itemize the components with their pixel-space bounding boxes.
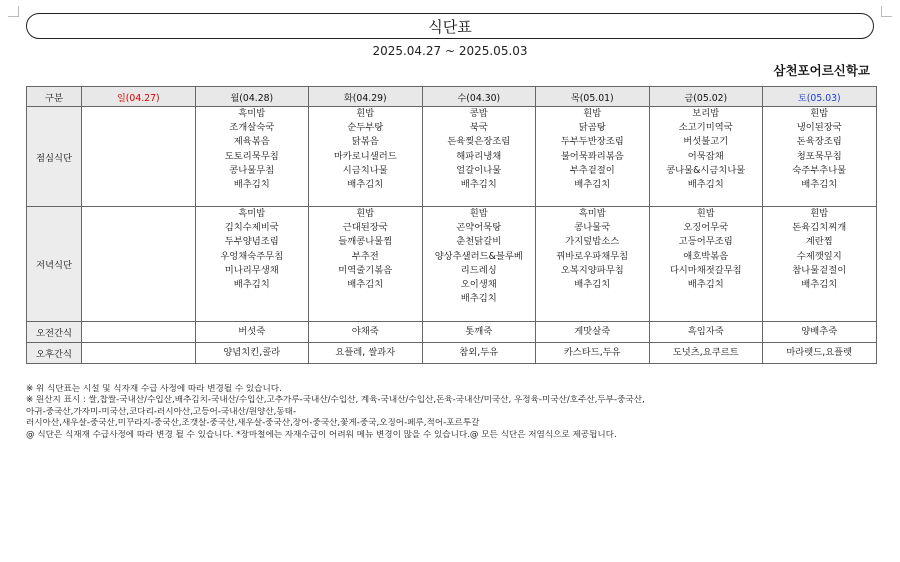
- menu-item: 리드레싱: [460, 264, 497, 276]
- menu-item: 흰밥: [696, 208, 715, 219]
- menu-item: 돈육찢은장조림: [447, 136, 511, 148]
- menu-cell-fri: [649, 207, 763, 322]
- menu-item: 배추김치: [347, 279, 384, 291]
- menu-cell-sun: [82, 207, 196, 322]
- menu-cell-sun: [82, 322, 196, 343]
- menu-item: 흰밥: [810, 108, 829, 119]
- menu-item: 흰밥: [583, 108, 602, 119]
- menu-item: 부추겉절이: [569, 164, 615, 176]
- menu-item: 오이생채: [460, 279, 497, 291]
- menu-item: 닭볶음: [351, 136, 379, 148]
- menu-item: 흰밥: [356, 208, 375, 219]
- menu-cell-mon: [195, 322, 309, 343]
- menu-item: 다시마채젓갈무침: [669, 264, 742, 276]
- menu-item: 흑미밥: [238, 108, 266, 119]
- menu-item: 불어묵꽈리볶음: [560, 150, 624, 162]
- menu-item: 돈육김치찌개: [792, 222, 847, 234]
- page-corner-mark-right: [881, 6, 892, 17]
- menu-cell-wed: [422, 107, 536, 207]
- menu-item: 수제깻잎지: [796, 250, 842, 262]
- menu-item: 흰밥: [356, 108, 375, 119]
- menu-item: 흰밥: [469, 208, 488, 219]
- menu-item: 콩나물&시금치나물: [666, 164, 746, 176]
- menu-item: 어묵잡채: [687, 150, 724, 162]
- menu-item: 버섯죽: [238, 325, 266, 337]
- menu-cell-wed: [422, 322, 536, 343]
- menu-item: 배추김치: [233, 179, 270, 191]
- menu-item: 북국: [469, 122, 488, 134]
- menu-item: 소고기미역국: [678, 122, 733, 134]
- menu-item: 도넛츠,요쿠르트: [672, 346, 739, 358]
- row-label: 오전간식: [27, 322, 82, 343]
- menu-cell-tue: [309, 322, 423, 343]
- menu-item: 보리밥: [692, 108, 720, 119]
- afternoon-snack-row: [27, 343, 877, 364]
- menu-cell-thu: [536, 207, 650, 322]
- menu-cell-thu: [536, 322, 650, 343]
- menu-cell-mon: [195, 107, 309, 207]
- dinner-row: [27, 207, 877, 322]
- menu-item: 냉이된장국: [796, 122, 842, 134]
- menu-item: 춘천닭갈비: [456, 236, 502, 248]
- note-line: ※ 위 식단표는 시설 및 식자재 수급 사정에 따라 변경될 수 있습니다.: [26, 384, 282, 394]
- menu-item: 순두부탕: [347, 122, 384, 134]
- row-label: 점심식단: [27, 107, 82, 207]
- menu-item: 양상추샐러드&블루베: [434, 250, 523, 262]
- menu-item: 흰밥: [810, 208, 829, 219]
- menu-item: 게맛살죽: [574, 325, 611, 337]
- menu-cell-fri: [649, 343, 763, 364]
- menu-item: 해파리냉채: [456, 150, 502, 162]
- notes: [26, 384, 876, 441]
- date-range: 2025.04.27 ~ 2025.05.03: [372, 44, 528, 58]
- menu-item: 청포묵무침: [796, 150, 842, 162]
- menu-cell-wed: [422, 207, 536, 322]
- menu-cell-tue: [309, 343, 423, 364]
- day-header-thu: 목(05.01): [536, 87, 650, 107]
- menu-cell-wed: [422, 343, 536, 364]
- page-title: 식단표: [428, 17, 472, 36]
- menu-item: 톳깨죽: [465, 325, 493, 337]
- menu-item: 배추김치: [801, 179, 838, 191]
- menu-item: 숙주부추나물: [792, 164, 847, 176]
- day-header-wed: 수(04.30): [422, 87, 536, 107]
- menu-cell-sat: [763, 343, 877, 364]
- menu-item: 배추김치: [687, 179, 724, 191]
- menu-item: 두부양념조림: [224, 236, 279, 248]
- menu-item: 배추김치: [574, 279, 611, 291]
- menu-item: 콩나물국: [574, 222, 611, 234]
- day-header-fri: 금(05.02): [649, 87, 763, 107]
- day-header-tue: 화(04.29): [309, 87, 423, 107]
- menu-cell-thu: [536, 343, 650, 364]
- menu-cell-sun: [82, 107, 196, 207]
- menu-item: 배추김치: [460, 179, 497, 191]
- menu-item: 배추김치: [233, 279, 270, 291]
- menu-item: 양념치킨,콜라: [223, 346, 281, 358]
- menu-cell-sun: [82, 343, 196, 364]
- row-label: 오후간식: [27, 343, 82, 364]
- menu-cell-mon: [195, 207, 309, 322]
- school-name: 삼천포어르신학교: [773, 63, 870, 78]
- menu-item: 야채죽: [351, 325, 379, 337]
- menu-item: 꿔바로우파채무침: [556, 250, 629, 262]
- day-header-sat: 토(05.03): [763, 87, 877, 107]
- menu-table: [26, 86, 877, 364]
- day-header-sun: 일(04.27): [82, 87, 196, 107]
- menu-item: 콩밥: [469, 108, 488, 119]
- page-corner-mark-left: [8, 6, 19, 17]
- menu-item: 요플레, 쌀과자: [335, 346, 396, 358]
- menu-item: 버섯불고기: [683, 136, 729, 148]
- menu-item: 제육볶음: [233, 136, 270, 148]
- note-line: 아귀-중국산,가자미-미국산,코다리-러시아산,고등어-국내산/원양산,동태-: [26, 406, 297, 417]
- menu-item: 배추김치: [347, 179, 384, 191]
- menu-item: 얼갈이나물: [456, 164, 502, 176]
- header-row: [27, 87, 877, 107]
- menu-item: 닭곰탕: [578, 122, 606, 134]
- menu-cell-mon: [195, 343, 309, 364]
- menu-item: 계란찜: [805, 236, 833, 248]
- menu-item: 배추김치: [574, 179, 611, 191]
- menu-item: 배추김치: [687, 279, 724, 291]
- menu-cell-tue: [309, 207, 423, 322]
- menu-item: 근대된장국: [342, 222, 388, 234]
- menu-item: 두부두반장조림: [560, 136, 624, 148]
- menu-cell-fri: [649, 107, 763, 207]
- menu-item: 시금치나물: [342, 164, 388, 176]
- header-corner: 구분: [27, 87, 82, 107]
- menu-item: 들깨콩나물찜: [338, 236, 393, 248]
- menu-item: 흑미밥: [238, 208, 266, 219]
- menu-item: 콩나물무침: [229, 164, 275, 176]
- menu-item: 오복지양파무침: [560, 264, 624, 276]
- menu-item: 흑미밥: [578, 208, 606, 219]
- menu-item: 곤약어묵탕: [456, 222, 502, 234]
- menu-item: 배추김치: [801, 279, 838, 291]
- menu-item: 가지덮밥소스: [565, 236, 620, 248]
- menu-item: 우엉채숙주무침: [220, 250, 284, 262]
- note-line: @ 식단은 식재재 수급사정에 따라 변경 될 수 있습니다. *장마철에는 자재수급이 어려워 메뉴 변경이 많을 수 있습니다.@ 모든 식단은 저염식으로 제공됩니다.: [26, 429, 617, 440]
- row-label: 저녁식단: [27, 207, 82, 322]
- menu-item: 도토리묵무침: [224, 150, 279, 162]
- menu-cell-fri: [649, 322, 763, 343]
- menu-cell-sat: [763, 207, 877, 322]
- note-line: ※ 원산지 표시 : 쌀,찹쌀-국내산/수입산,배추김치-국내산/수입산,고추가루-국내산/수입산, 계육-국내산/수입산,돈육-국내산/미국산, 우정육-미국산/호주산,두부-중국산,: [26, 395, 645, 406]
- menu-item: 애호박볶음: [683, 250, 729, 262]
- menu-item: 양배추죽: [801, 325, 838, 337]
- lunch-row: [27, 107, 877, 207]
- menu-item: 미역줄기볶음: [338, 264, 393, 276]
- menu-cell-tue: [309, 107, 423, 207]
- menu-item: 미나리무생채: [224, 264, 279, 276]
- menu-item: 마라렛드,요플렛: [786, 346, 853, 358]
- menu-item: 배추김치: [460, 293, 497, 305]
- menu-cell-sat: [763, 322, 877, 343]
- menu-item: 카스타드,두유: [563, 346, 621, 358]
- menu-item: 부추전: [351, 250, 379, 262]
- morning-snack-row: [27, 322, 877, 343]
- menu-item: 돈육장조림: [796, 136, 842, 148]
- menu-item: 흑임자죽: [687, 325, 724, 337]
- menu-item: 오징어무국: [683, 222, 729, 234]
- menu-cell-sat: [763, 107, 877, 207]
- menu-item: 김치수제비국: [224, 222, 279, 234]
- menu-item: 마카로니샐러드: [333, 150, 397, 162]
- day-header-mon: 월(04.28): [195, 87, 309, 107]
- menu-item: 참외,두유: [459, 346, 499, 358]
- menu-item: 조개살숙국: [229, 122, 275, 134]
- menu-cell-thu: [536, 107, 650, 207]
- title-box: [26, 13, 874, 39]
- menu-item: 고등어무조림: [678, 236, 733, 248]
- menu-item: 참나물겉절이: [792, 264, 847, 276]
- note-line: 러시아산,새우살-중국산,미꾸라지-중국산,조갯살-중국산,새우살-중국산,장어-중국산,꽃게-중국,오징어-페루,적어-포르투갈: [26, 418, 480, 429]
